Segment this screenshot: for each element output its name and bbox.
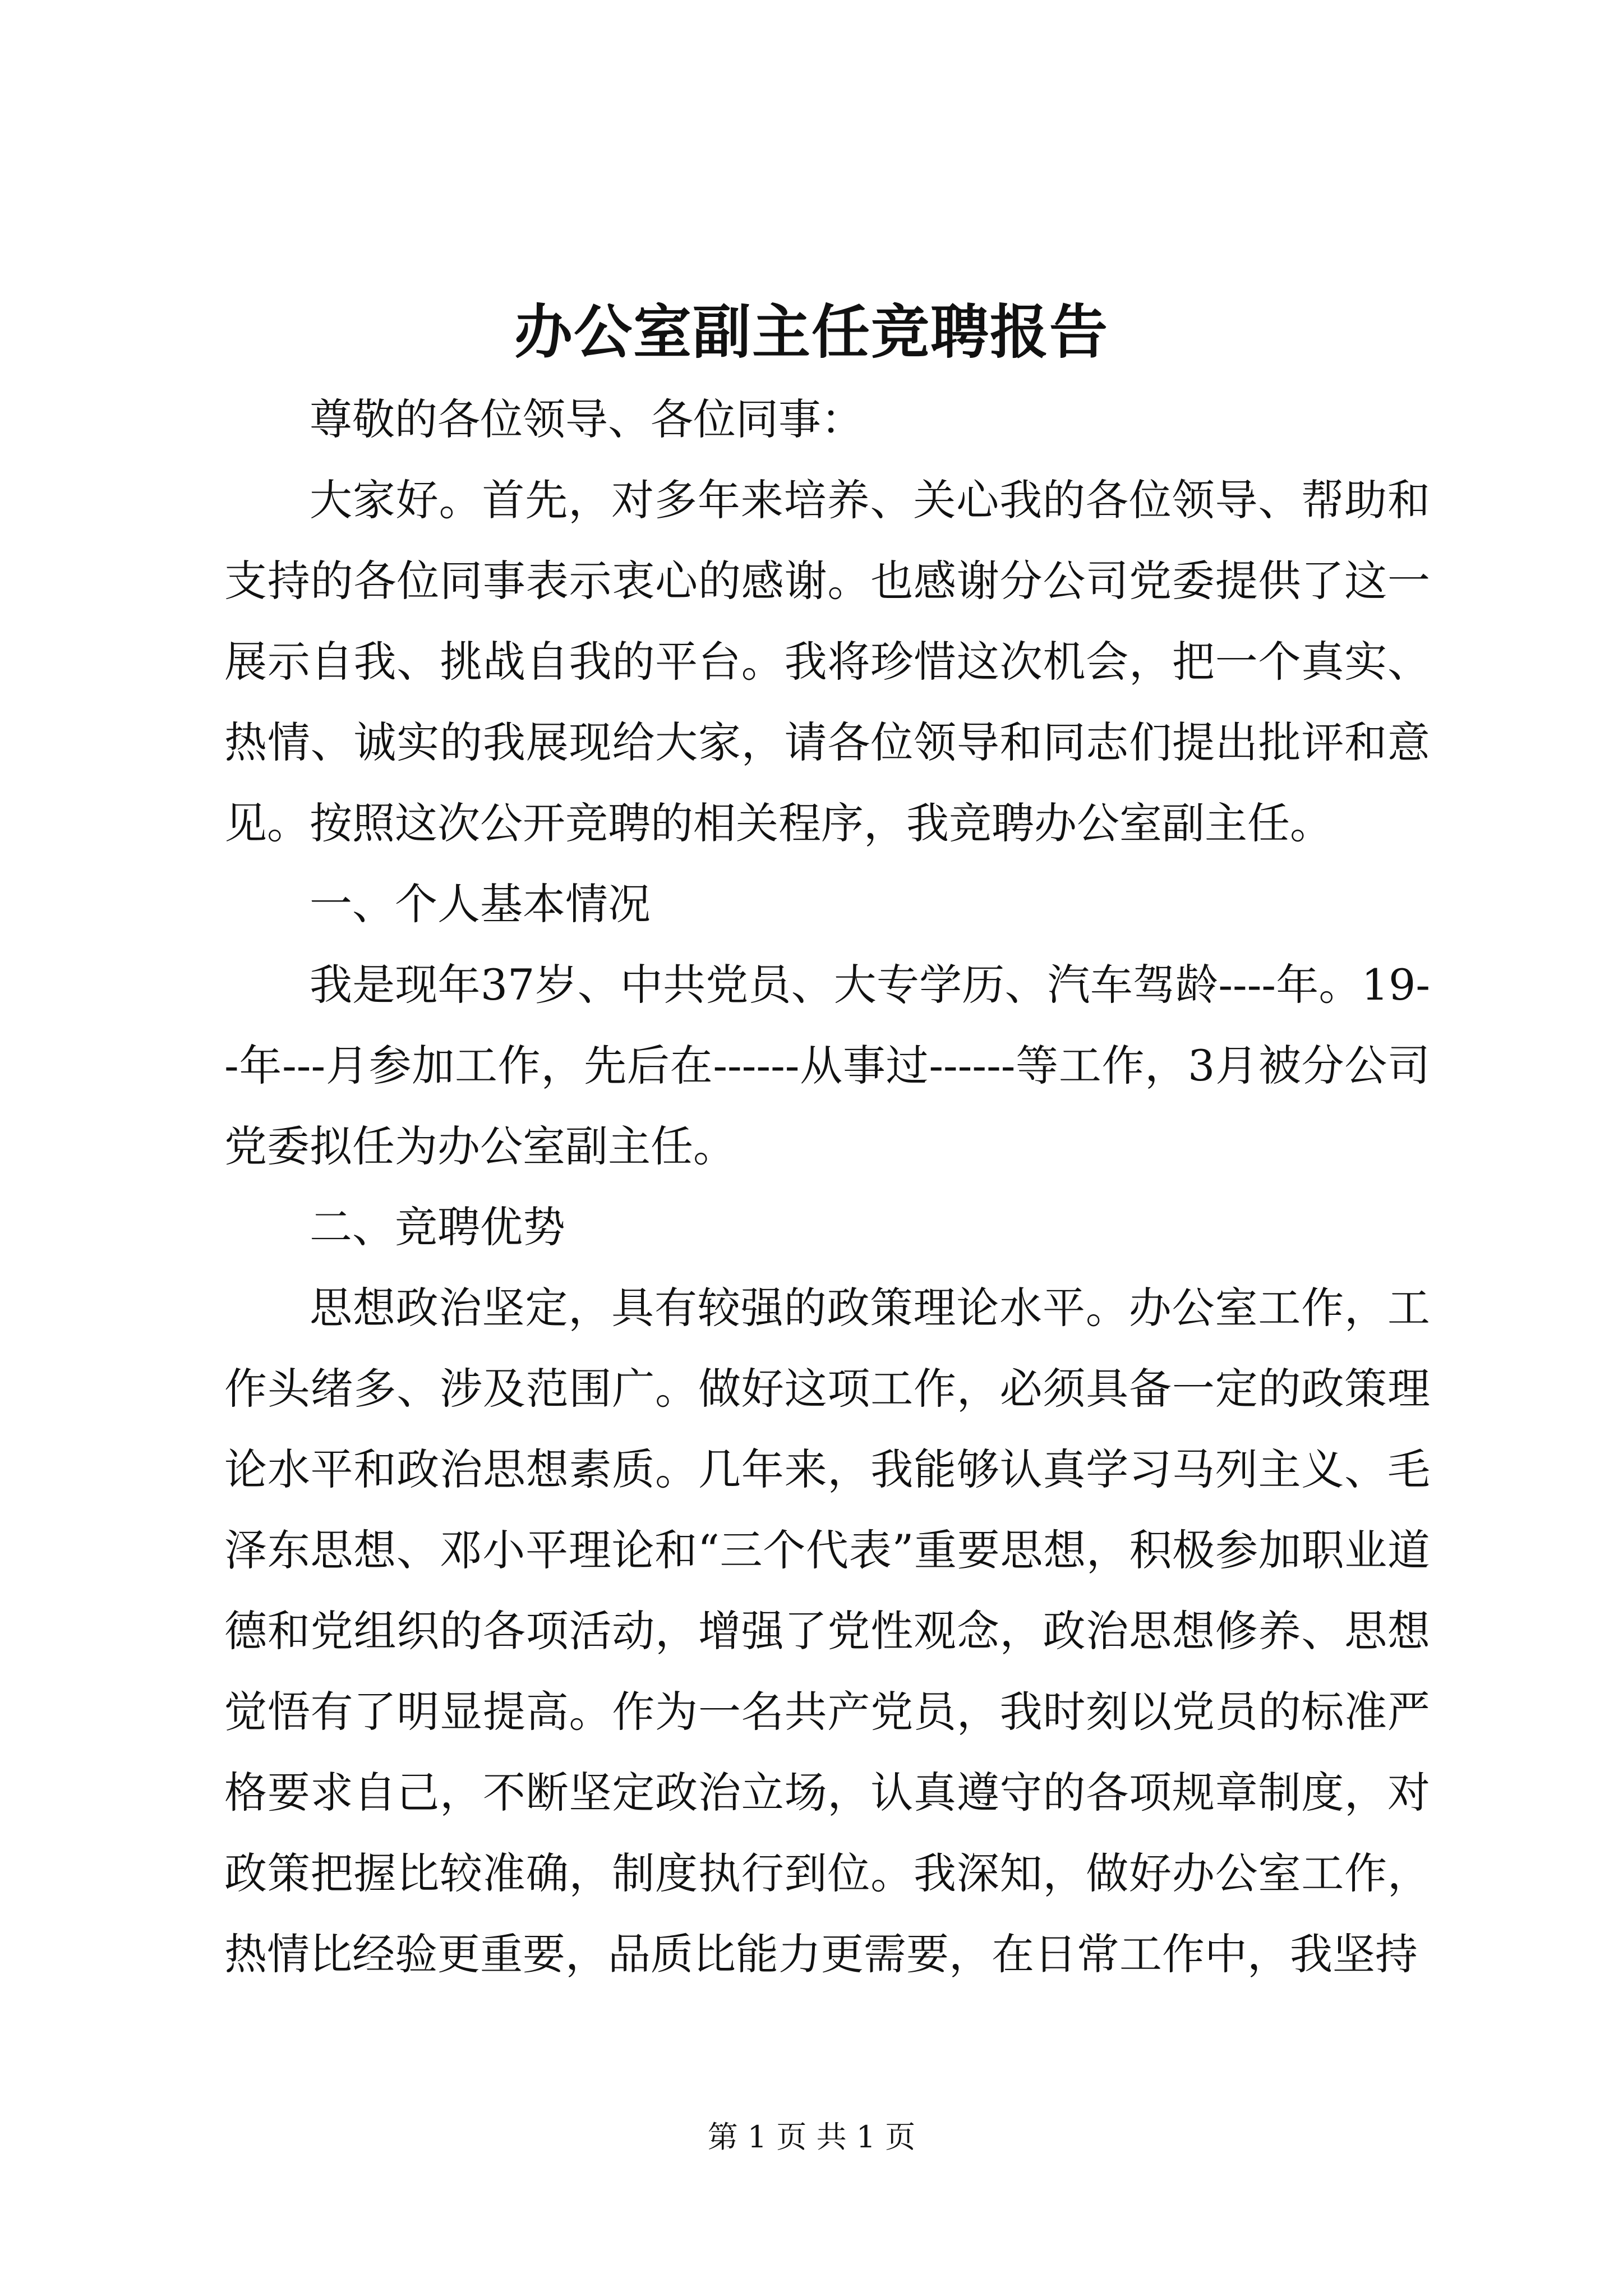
document-title: 办公室副主任竞聘报告 [514, 297, 1109, 366]
document-body [224, 379, 1430, 1995]
section-heading-advantages: 二、竞聘优势 [310, 1202, 565, 1252]
greeting-paragraph: 尊敬的各位领导、各位同事： [310, 394, 864, 444]
section-heading-basic-info: 一、个人基本情况 [310, 879, 651, 929]
advantages-paragraph: 思想政治坚定，具有较强的政策理论水平。办公室工作，工作头绪多、涉及范围广。做好这项工作，必须具备一定的政策理论水平和政治思想素质。几年来，我能够认真学习马列主义、毛泽东思想、邓小平理论和“三个代表”重要思想，积极参加职业道德和党组织的各项活动，增强了党性观念，政治思想修养、思想觉悟有了明显提高。作为一名共产党员，我时刻以党员的标准严格要求自己，不断坚定政治立场，认真遵守的各项规章制度，对政策把握比较准确，制度执行到位。我深知，做好办公室工作，热情比经验更重要，品质比能力更需要，在日常工作中，我坚持 [224, 1283, 1430, 1979]
basic-info-paragraph: 我是现年37岁、中共党员、大专学历、汽车驾龄----年。19--年---月参加工作，先后在------从事过------等工作，3月被分公司党委拟任为办公室副主任。 [224, 960, 1430, 1171]
page-footer: 第 1 页 共 1 页 [707, 2119, 916, 2155]
intro-paragraph: 大家好。首先，对多年来培养、关心我的各位领导、帮助和支持的各位同事表示衷心的感谢。也感谢分公司党委提供了这一展示自我、挑战自我的平台。我将珍惜这次机会，把一个真实、热情、诚实的我展现给大家，请各位领导和同志们提出批评和意见。按照这次公开竞聘的相关程序，我竞聘办公室副主任。 [224, 475, 1430, 848]
